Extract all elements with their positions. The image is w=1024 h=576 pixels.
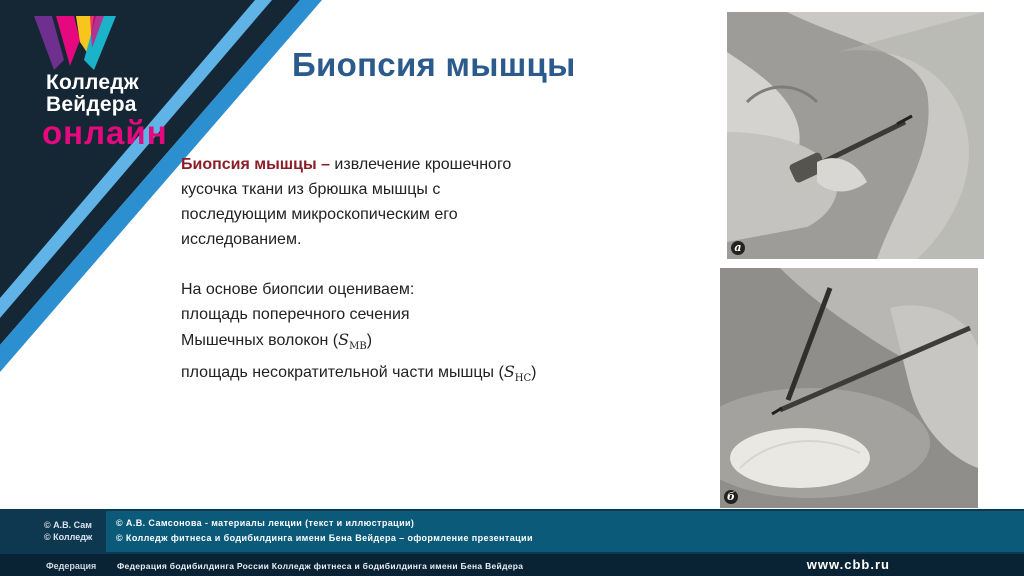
logo-text-line1: Колледж	[46, 71, 139, 94]
biopsy-photo-b	[720, 268, 978, 508]
noncontractile-close: )	[531, 364, 537, 382]
assessment-item-fibers	[181, 327, 591, 359]
photo-b-label: б	[724, 490, 738, 504]
noncontractile-symbol-sub: НС	[514, 373, 532, 385]
assessment-paragraph	[181, 277, 591, 391]
footer-credit-panel	[106, 511, 1024, 552]
slide-body	[181, 152, 591, 391]
definition-line-4: исследованием.	[181, 231, 302, 248]
biopsy-needle-hand-image	[727, 12, 984, 259]
slide-title: Биопсия мышцы	[292, 46, 576, 83]
logo-mark-icon	[30, 14, 140, 74]
definition-term: Биопсия мышцы –	[181, 156, 330, 173]
assessment-intro: На основе биопсии оцениваем:	[181, 281, 415, 298]
noncontractile-symbol	[503, 362, 532, 385]
definition-line-3: последующим микроскопическим его	[181, 206, 458, 223]
footer	[0, 509, 1024, 576]
footer-credit-author: © А.В. Самсонова - материалы лекции (текст и иллюстрации)	[116, 518, 415, 528]
tissue-sample-forceps-image	[720, 268, 978, 508]
footer-left-line1: © А.В. Сам	[44, 520, 92, 530]
assessment-item-cross-section: площадь поперечного сечения	[181, 306, 410, 323]
logo-text-online: онлайн	[42, 114, 168, 151]
fibers-symbol-sub: МВ	[349, 341, 367, 353]
definition-line-2: кусочка ткани из брюшка мышцы с	[181, 181, 441, 198]
definition-paragraph	[181, 152, 591, 252]
footer-bottom-left-text: Федерация	[46, 561, 97, 571]
footer-left-line2: © Колледж	[44, 532, 93, 542]
fibers-close: )	[366, 332, 373, 349]
fibers-symbol-s: S	[338, 330, 350, 349]
footer-federation-text: Федерация бодибилдинга России Колледж фитнеса и бодибилдинга имени Бена Вейдера	[117, 561, 524, 571]
noncontractile-symbol-s: S	[503, 362, 515, 382]
college-logo	[30, 14, 200, 151]
footer-left-credits	[44, 519, 104, 543]
photo-a-label: а	[731, 241, 745, 255]
logo-text-line2: Вейдера	[46, 93, 137, 116]
fibers-text: Мышечных волокон (	[181, 332, 339, 349]
assessment-item-noncontractile	[181, 359, 591, 391]
noncontractile-text: площадь несократительной части мышцы (	[181, 364, 504, 382]
footer-website-link[interactable]: www.cbb.ru	[806, 557, 890, 572]
definition-line-1	[181, 152, 591, 177]
biopsy-photo-a	[727, 12, 984, 259]
fibers-symbol	[338, 330, 367, 353]
footer-credit-college: © Колледж фитнеса и бодибилдинга имени Бена Вейдера – оформление презентации	[116, 533, 533, 543]
definition-text-1: извлечение крошечного	[329, 156, 512, 173]
